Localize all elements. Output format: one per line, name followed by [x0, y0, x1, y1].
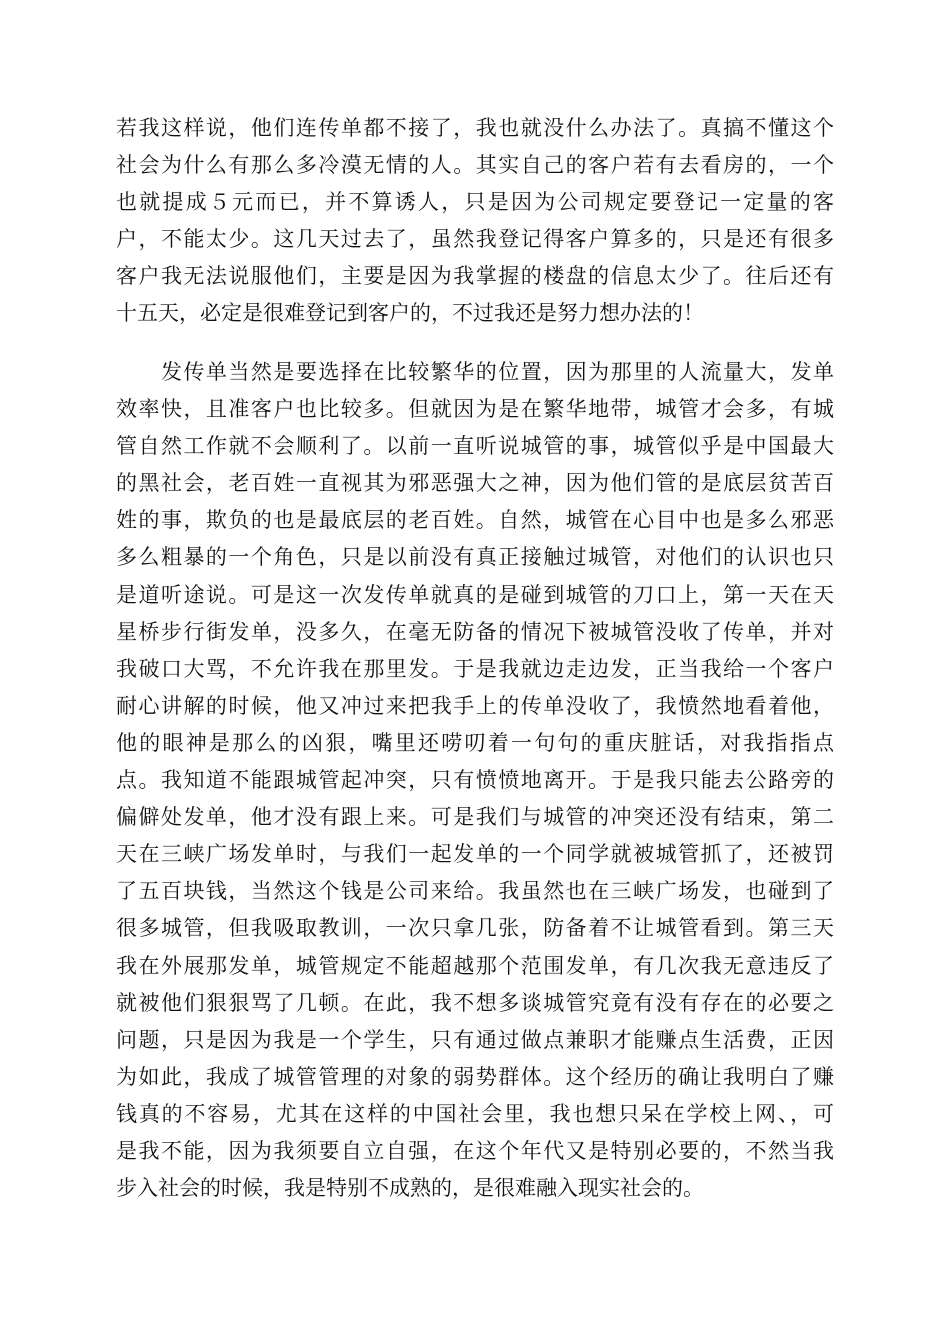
- text-line: 也就提成５元而已，并不算诱人，只是因为公司规定要登记一定量的客: [116, 190, 834, 215]
- text-line: 了五百块钱，当然这个钱是公司来给。我虽然也在三峡广场发，也碰到了: [116, 879, 834, 904]
- text-line: 偏僻处发单，他才没有跟上来。可是我们与城管的冲突还没有结束，第二: [116, 805, 834, 830]
- text-line: 管自然工作就不会顺利了。以前一直听说城管的事，城管似乎是中国最大: [116, 434, 834, 459]
- text-line: 就被他们狠狠骂了几顿。在此，我不想多谈城管究竟有没有存在的必要之: [116, 990, 834, 1015]
- text-line: 客户我无法说服他们，主要是因为我掌握的楼盘的信息太少了。往后还有: [116, 264, 834, 289]
- text-line: 发传单当然是要选择在比较繁华的位置，因为那里的人流量大，发单: [116, 360, 834, 384]
- text-line: 天在三峡广场发单时，与我们一起发单的一个同学就被城管抓了，还被罚: [116, 842, 834, 867]
- text-line: 我破口大骂，不允许我在那里发。于是我就边走边发，正当我给一个客户: [116, 656, 834, 681]
- text-line: 问题，只是因为我是一个学生，只有通过做点兼职才能赚点生活费，正因: [116, 1027, 834, 1052]
- text-line: 星桥步行街发单，没多久，在毫无防备的情况下被城管没收了传单，并对: [116, 619, 834, 644]
- text-line: 是我不能，因为我须要自立自强，在这个年代又是特别必要的，不然当我: [116, 1138, 834, 1163]
- text-line: 的黑社会，老百姓一直视其为邪恶强大之神，因为他们管的是底层贫苦百: [116, 471, 834, 496]
- text-line: 为如此，我成了城管管理的对象的弱势群体。这个经历的确让我明白了赚: [116, 1064, 834, 1089]
- text-line: 步入社会的时候，我是特别不成熟的，是很难融入现实社会的。: [116, 1176, 704, 1201]
- text-line: 他的眼神是那么的凶狠，嘴里还唠叨着一句句的重庆脏话，对我指指点: [116, 730, 834, 755]
- text-line: 十五天，必定是很难登记到客户的，不过我还是努力想办法的！: [116, 301, 704, 326]
- text-line: 点。我知道不能跟城管起冲突，只有愤愤地离开。于是我只能去公路旁的: [116, 768, 834, 793]
- text-line: 多么粗暴的一个角色，只是以前没有真正接触过城管，对他们的认识也只: [116, 545, 834, 570]
- text-line: 我在外展那发单，城管规定不能超越那个范围发单，有几次我无意违反了: [116, 953, 834, 978]
- text-line: 效率快，且准客户也比较多。但就因为是在繁华地带，城管才会多，有城: [116, 397, 834, 422]
- text-line: 社会为什么有那么多冷漠无情的人。其实自己的客户若有去看房的，一个: [116, 153, 834, 178]
- paragraph-1: [116, 110, 834, 333]
- text-line: 钱真的不容易，尤其在这样的中国社会里，我也想只呆在学校上网、，可: [116, 1101, 834, 1126]
- text-line: 姓的事，欺负的也是最底层的老百姓。自然，城管在心目中也是多么邪恶: [116, 508, 834, 533]
- paragraph-2: [116, 354, 834, 1207]
- text-line: 户，不能太少。这几天过去了，虽然我登记得客户算多的，只是还有很多: [116, 227, 834, 252]
- text-line: 耐心讲解的时候，他又冲过来把我手上的传单没收了，我愤然地看着他，: [116, 693, 834, 718]
- text-line: 很多城管，但我吸取教训，一次只拿几张，防备着不让城管看到。第三天: [116, 916, 834, 941]
- text-line: 是道听途说。可是这一次发传单就真的是碰到城管的刀口上，第一天在天: [116, 582, 834, 607]
- text-line: 若我这样说，他们连传单都不接了，我也就没什么办法了。真搞不懂这个: [116, 116, 834, 140]
